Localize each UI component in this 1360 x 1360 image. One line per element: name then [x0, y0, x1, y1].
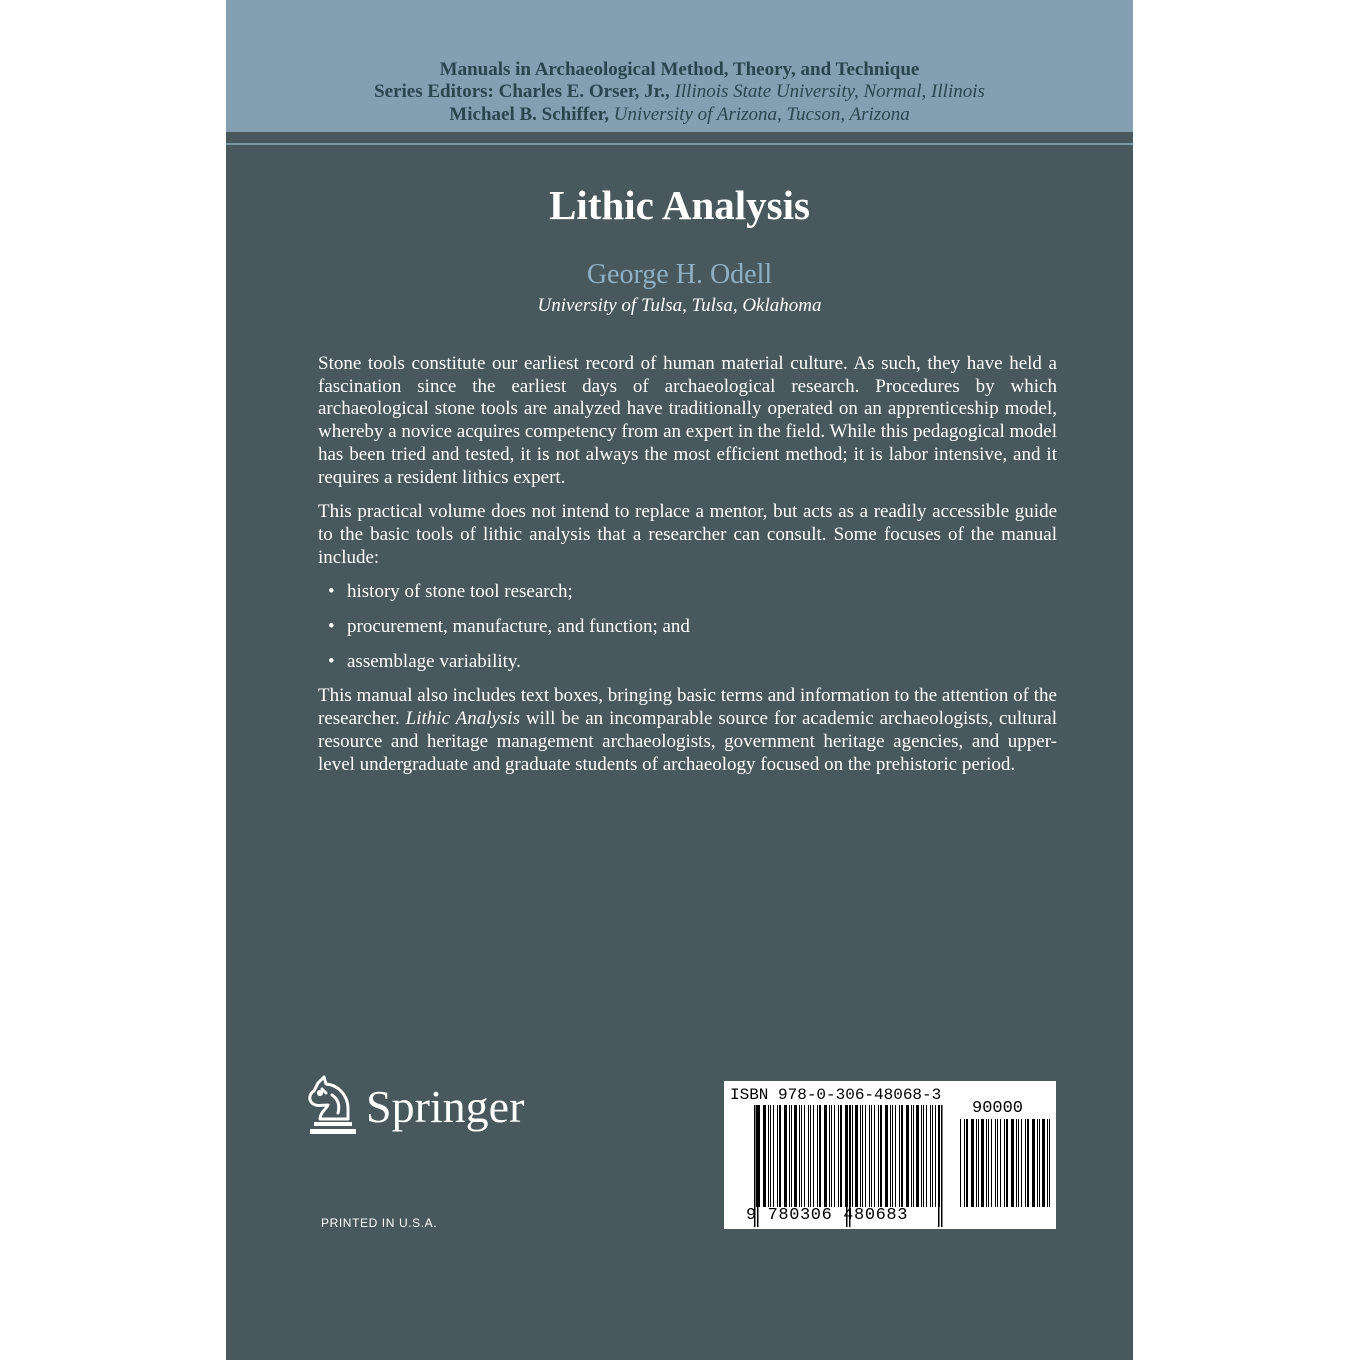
series-editor-name: Michael B. Schiffer, [449, 104, 610, 125]
barcode-bar [1049, 1119, 1050, 1207]
barcode-bar [865, 1105, 866, 1207]
barcode-bar [869, 1105, 870, 1207]
barcode-bar [901, 1105, 903, 1207]
barcode-bar [921, 1105, 922, 1207]
barcode-bar [880, 1105, 882, 1207]
publisher-name: Springer [366, 1081, 525, 1132]
list-item-text: history of stone tool research; [347, 581, 573, 603]
barcode-bar [791, 1105, 792, 1207]
series-editor-line [226, 103, 1133, 126]
book-title: Lithic Analysis [549, 182, 810, 228]
barcode-bar [988, 1119, 989, 1207]
barcode-bar [960, 1119, 961, 1207]
barcode-bar [966, 1119, 968, 1207]
barcode-bar [810, 1105, 811, 1207]
barcode-bar [824, 1105, 827, 1207]
springer-logo [304, 1075, 544, 1139]
barcode-bar [995, 1119, 996, 1207]
isbn-number: ISBN 978-0-306-48068-3 [730, 1086, 942, 1104]
barcode-bar [871, 1105, 872, 1207]
series-editor-affiliation: University of Arizona, Tucson, Arizona [613, 104, 910, 125]
bullet-icon: • [328, 650, 335, 672]
barcode-bar [1037, 1119, 1038, 1207]
series-editors-line [226, 80, 1133, 103]
list-item [328, 651, 1057, 674]
barcode-bar [971, 1119, 974, 1207]
isbn-barcode [724, 1081, 1056, 1229]
barcode-bar [1042, 1119, 1045, 1207]
description-paragraph [318, 685, 1057, 776]
description-paragraph: Stone tools constitute our earliest record of human material culture. As such, they have held a fascination since the earliest days of archaeological research. Procedures by which archaeological stone tools are analyzed have traditionally operated on an apprenticeship model, whereby a novice acquires competency from an expert in the field. While this pedagogical model has been tried and tested, it is not always the most efficient method; it is labor intensive, and it requires a resident lithics expert. [318, 353, 1057, 488]
barcode-bar [913, 1105, 914, 1207]
barcode-bar [808, 1105, 809, 1207]
barcode-bar [834, 1105, 835, 1207]
barcode-bar [852, 1105, 853, 1207]
series-header-band [226, 0, 1133, 132]
list-item [328, 616, 1057, 639]
paragraph-text: will be an incomparable source for academic archaeologists, cultural resource and heritage management archaeologists, government heritage agencies, and upper-level undergraduate and graduate students of archaeology focused on the prehistoric period. [318, 708, 1058, 775]
barcode-bar [878, 1105, 879, 1207]
barcode-bar [817, 1105, 818, 1207]
barcode-bar [978, 1119, 979, 1207]
series-title: Manuals in Archaeological Method, Theory, and Technique [439, 59, 920, 80]
barcode-bar [819, 1105, 821, 1207]
bullet-icon: • [328, 616, 335, 638]
barcode-bar [840, 1105, 842, 1207]
series-editor-affiliation: Illinois State University, Normal, Illinois [674, 81, 985, 102]
printed-in-label: PRINTED IN U.S.A. [321, 1216, 438, 1230]
barcode-bar [779, 1105, 781, 1207]
barcode-bar [1032, 1119, 1035, 1207]
paragraph-text: This manual also includes text boxes, bringing basic terms and information to the attention of the researcher. [318, 685, 1057, 730]
barcode-bar [890, 1105, 891, 1207]
barcode-bar [906, 1105, 909, 1207]
barcode-bar [829, 1105, 830, 1207]
barcode-bar [1021, 1119, 1022, 1207]
barcode-bar [1039, 1119, 1040, 1207]
barcode-bar [885, 1105, 888, 1207]
barcode-bar [926, 1105, 927, 1207]
barcode-bar [768, 1105, 769, 1207]
barcode-bar [756, 1105, 757, 1207]
barcode-bar [1000, 1119, 1001, 1207]
barcode-bar [773, 1105, 774, 1207]
barcode-bar [1025, 1119, 1026, 1207]
barcode-bar [862, 1105, 863, 1207]
barcode-bar [860, 1105, 861, 1207]
barcode-bar [981, 1119, 984, 1207]
bullet-icon: • [328, 581, 335, 603]
barcode-bar [804, 1105, 805, 1207]
list-item [328, 581, 1057, 604]
barcode-bar [831, 1105, 832, 1207]
barcode-bar [911, 1105, 912, 1207]
book-back-cover [226, 0, 1133, 1360]
barcode-guard-bar [941, 1105, 943, 1227]
barcode-bar [976, 1119, 977, 1207]
barcode-bar [777, 1105, 778, 1207]
barcode-bar [813, 1105, 814, 1207]
barcode-bar [1018, 1119, 1019, 1207]
series-editor-name: Charles E. Orser, Jr., [498, 81, 670, 102]
barcode-bar [1011, 1119, 1014, 1207]
barcode-bar [799, 1105, 800, 1207]
book-description [318, 353, 1057, 788]
barcode-bar [794, 1105, 797, 1207]
barcode-bar [997, 1119, 998, 1207]
barcode-bar [801, 1105, 802, 1207]
barcode-bar [991, 1119, 992, 1207]
barcode-bar [932, 1105, 933, 1207]
author-name: George H. Odell [586, 259, 773, 290]
barcode-bar [1006, 1119, 1008, 1207]
barcode-bar [1016, 1119, 1017, 1207]
barcode-bar [986, 1119, 987, 1207]
barcode-bar [838, 1105, 839, 1207]
header-divider [226, 143, 1133, 145]
barcode-bar [1004, 1119, 1005, 1207]
author-affiliation: University of Tulsa, Tulsa, Oklahoma [537, 295, 822, 316]
barcode-bar [1047, 1119, 1048, 1207]
price-addon-number: 90000 [972, 1099, 1024, 1118]
barcode-bar [930, 1105, 931, 1207]
barcode-bar [916, 1105, 919, 1207]
ean-digits: 9 780306 480683 [746, 1206, 909, 1225]
list-item-text: assemblage variability. [347, 650, 521, 672]
barcode-bar [874, 1105, 875, 1207]
barcode-bar [923, 1105, 924, 1207]
focus-list [318, 581, 1057, 673]
barcode-bar [855, 1105, 858, 1207]
barcode-bar [892, 1105, 893, 1207]
barcode-bar [789, 1105, 790, 1207]
barcode-bar [935, 1105, 936, 1207]
barcode-bar [784, 1105, 787, 1207]
barcode-bar [964, 1119, 965, 1207]
barcode-guard-bar [938, 1105, 940, 1227]
book-title-reference: Lithic Analysis [405, 708, 520, 730]
barcode-bar [899, 1105, 900, 1207]
description-paragraph: This practical volume does not intend to replace a mentor, but acts as a readily accessible guide to the basic tools of lithic analysis that a researcher can consult. Some focuses of the manual include: [318, 501, 1057, 568]
barcode-bar [895, 1105, 896, 1207]
series-editors-label: Series Editors: [374, 81, 494, 102]
list-item-text: procurement, manufacture, and function; and [347, 616, 690, 638]
springer-chess-knight-icon [304, 1075, 356, 1137]
barcode-bar [770, 1105, 771, 1207]
barcode-bar [763, 1105, 766, 1207]
barcode-bar [1027, 1119, 1029, 1207]
